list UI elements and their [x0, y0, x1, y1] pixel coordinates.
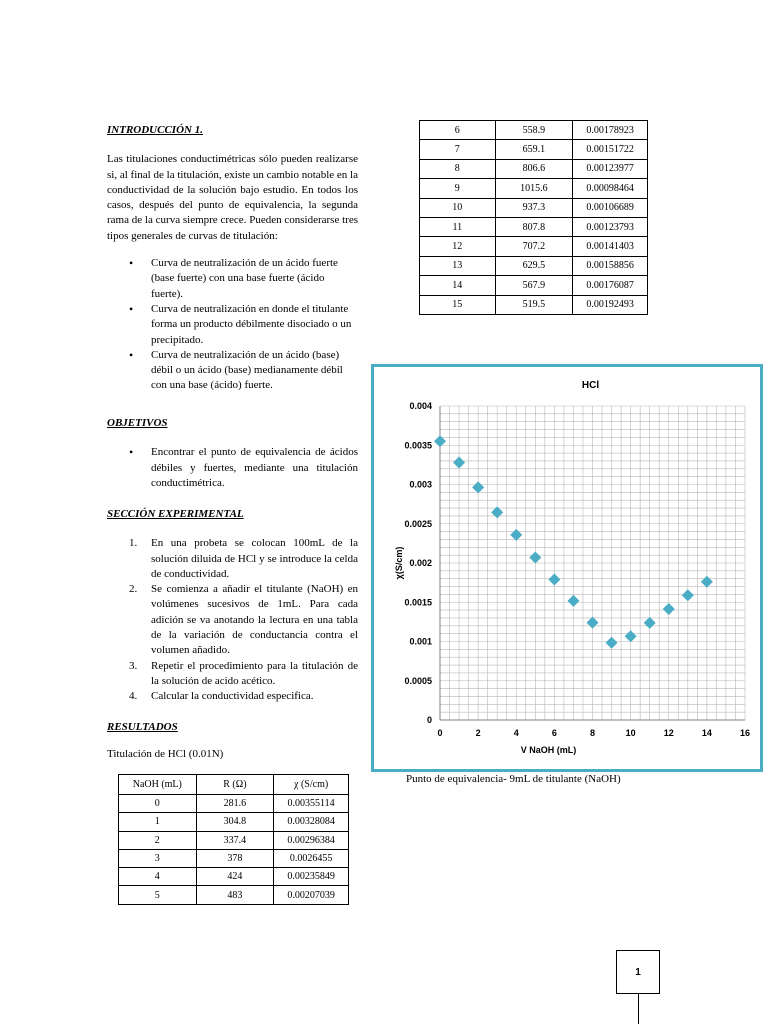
table-cell: 807.8	[495, 217, 573, 236]
list-item: • Curva de neutralización de un ácido fuerte (base fuerte) con una base fuerte (ácido fuerte).	[107, 256, 358, 302]
page-number-line	[638, 994, 639, 1024]
table-row	[119, 868, 349, 886]
table-row	[420, 295, 648, 314]
table-row	[119, 849, 349, 867]
resultados-section	[107, 720, 358, 763]
col-header-chi: χ (S/cm)	[274, 775, 349, 795]
results-table-part2	[419, 120, 648, 315]
table-row	[119, 813, 349, 831]
x-axis-label: V NaOH (mL)	[520, 745, 577, 755]
table-cell: 0.0026455	[274, 849, 349, 867]
table-cell: 519.5	[495, 295, 573, 314]
table-row	[420, 237, 648, 256]
table-cell: 281.6	[196, 795, 274, 813]
data-point	[625, 630, 637, 642]
intro-bullets	[107, 256, 358, 394]
list-item: 4. Calcular la conductividad especifica.	[129, 690, 314, 703]
table-cell: 567.9	[495, 276, 573, 295]
table-row	[420, 198, 648, 217]
table-cell: 304.8	[196, 813, 274, 831]
table-cell: 0.00158856	[573, 256, 648, 275]
x-tick-label: 8	[589, 728, 596, 738]
table-cell: 558.9	[495, 121, 573, 140]
table-cell: 15	[420, 295, 496, 314]
table-row	[420, 179, 648, 198]
data-point	[587, 617, 599, 629]
table-cell: 11	[420, 217, 496, 236]
x-tick-label: 10	[625, 728, 636, 738]
table-cell: 0.00296384	[274, 831, 349, 849]
table-row	[420, 217, 648, 236]
table-cell: 9	[420, 179, 496, 198]
data-point	[453, 456, 465, 468]
table-cell: 0.00235849	[274, 868, 349, 886]
data-point	[472, 481, 484, 493]
table-cell: 3	[119, 849, 197, 867]
experimental-section	[107, 507, 358, 705]
intro-paragraph: Las titulaciones conductimétricas sólo pueden realizarse si, al final de la titulación, existe un cambio notable en la conductividad de la solución bajo estudio. En todos los casos, después del punto de equivalencia, la segunda rama de la curva siempre crece. Pueden considerarse tres tipos generales de curvas de titulación:	[107, 153, 358, 242]
table-cell: 4	[119, 868, 197, 886]
table-cell: 10	[420, 198, 496, 217]
list-item: 1. En una probeta se colocan 100mL de la solución diluida de HCl y se introduce la celda de conductividad.	[129, 537, 358, 580]
y-tick-label: 0.0035	[404, 440, 432, 451]
y-axis-label: χ(S/cm)	[394, 546, 404, 580]
table-cell: 1	[119, 813, 197, 831]
objetivos-bullets	[107, 445, 358, 491]
chart-container	[371, 364, 763, 772]
list-item: 2. Se comienza a añadir el titulante (NaOH) en volúmenes sucesivos de 1mL. Para cada adición se va anotando la lectura en una tabla de la variación de conductancia contra el volumen añadido.	[129, 583, 358, 657]
table-cell: 0.00207039	[274, 886, 349, 904]
table-row	[119, 795, 349, 813]
x-tick-label: 16	[739, 728, 751, 738]
table-cell: 14	[420, 276, 496, 295]
table-cell: 0.00106689	[573, 198, 648, 217]
experimental-steps	[107, 536, 358, 704]
table-header-row	[119, 775, 349, 795]
table-cell: 378	[196, 849, 274, 867]
y-tick-label: 0.004	[409, 401, 432, 411]
table-row	[119, 831, 349, 849]
col-header-naoh: NaOH (mL)	[119, 775, 197, 795]
resultados-title: RESULTADOS	[107, 721, 178, 733]
table-cell: 0.00151722	[573, 140, 648, 159]
experimental-title: SECCIÓN EXPERIMENTAL	[107, 508, 244, 520]
x-tick-label: 6	[551, 728, 557, 738]
x-tick-label: 2	[475, 728, 481, 738]
data-point	[606, 637, 618, 649]
table-cell: 0.00176087	[573, 276, 648, 295]
y-tick-label: 0.002	[409, 558, 432, 568]
x-tick-label: 0	[437, 728, 443, 738]
table-cell: 337.4	[196, 831, 274, 849]
table-cell: 483	[196, 886, 274, 904]
data-point	[644, 617, 656, 629]
table-cell: 6	[420, 121, 496, 140]
chart-caption: Punto de equivalencia- 9mL de titulante (NaOH)	[406, 773, 621, 785]
table-cell: 0.00355114	[274, 795, 349, 813]
table-cell: 0.00123793	[573, 217, 648, 236]
y-tick-label: 0.0025	[404, 518, 432, 529]
table-cell: 937.3	[495, 198, 573, 217]
table-row	[420, 159, 648, 178]
y-tick-label: 0	[426, 715, 432, 725]
list-item: • Encontrar el punto de equivalencia de ácidos débiles y fuertes, mediante una titulación conductimétrica.	[107, 445, 358, 491]
data-point	[567, 595, 579, 607]
table-cell: 13	[420, 256, 496, 275]
col-header-r: R (Ω)	[196, 775, 274, 795]
list-item: 3. Repetir el procedimiento para la titulación de la solución de acido acético.	[129, 659, 358, 687]
table-cell: 5	[119, 886, 197, 904]
table-row	[119, 886, 349, 904]
table-row	[420, 256, 648, 275]
table-cell: 707.2	[495, 237, 573, 256]
intro-section	[107, 123, 358, 394]
data-point	[510, 529, 522, 541]
table-cell: 0.00098464	[573, 179, 648, 198]
table-cell: 0.00192493	[573, 295, 648, 314]
y-tick-label: 0.003	[409, 479, 432, 490]
hcl-chart	[374, 367, 760, 769]
list-item: • Curva de neutralización de un ácido (base) débil o un ácido (base) medianamente débil con una base (ácido) fuerte.	[107, 348, 358, 394]
table-cell: 659.1	[495, 140, 573, 159]
table-cell: 8	[420, 159, 496, 178]
results-table-part1	[118, 774, 349, 905]
page-number: 1	[616, 950, 660, 994]
table-row	[420, 140, 648, 159]
table-cell: 1015.6	[495, 179, 573, 198]
data-point	[548, 574, 560, 586]
x-tick-label: 4	[513, 728, 519, 738]
table-cell: 0.00123977	[573, 159, 648, 178]
table-cell: 0	[119, 795, 197, 813]
x-tick-label: 14	[701, 728, 712, 738]
intro-title: INTRODUCCIÓN 1.	[107, 124, 203, 136]
table-cell: 0.00141403	[573, 237, 648, 256]
table-cell: 2	[119, 831, 197, 849]
data-point	[529, 551, 541, 563]
data-point	[682, 589, 694, 601]
table-row	[420, 121, 648, 140]
objetivos-section	[107, 416, 358, 491]
table-row	[420, 276, 648, 295]
table-cell: 629.5	[495, 256, 573, 275]
table-cell: 0.00328084	[274, 813, 349, 831]
y-tick-label: 0.0005	[404, 675, 432, 686]
x-tick-label: 12	[663, 728, 674, 738]
table-cell: 7	[420, 140, 496, 159]
table-cell: 0.00178923	[573, 121, 648, 140]
chart-title: HCl	[581, 380, 600, 391]
table-cell: 806.6	[495, 159, 573, 178]
table-cell: 12	[420, 237, 496, 256]
y-tick-label: 0.001	[409, 636, 432, 647]
data-point	[701, 576, 713, 588]
y-tick-label: 0.0015	[404, 597, 432, 608]
resultados-subtitle: Titulación de HCl (0.01N)	[107, 748, 224, 761]
list-item: • Curva de neutralización en donde el titulante forma un producto débilmente disociado o un precipitado.	[107, 302, 358, 348]
data-point	[663, 603, 675, 615]
table-cell: 424	[196, 868, 274, 886]
objetivos-title: OBJETIVOS	[107, 417, 168, 429]
